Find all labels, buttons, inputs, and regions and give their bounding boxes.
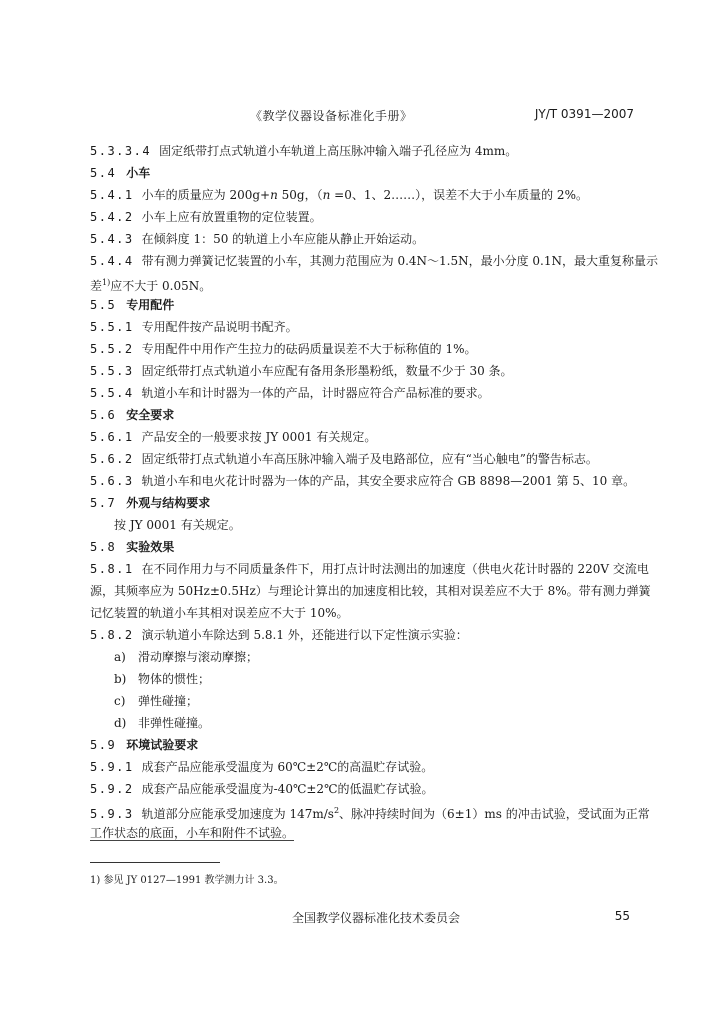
list-item	[90, 712, 638, 734]
section-number: 5.8	[90, 540, 117, 554]
section-5-7-heading	[90, 492, 638, 514]
clause-number: 5.4.4	[90, 254, 134, 268]
clause-number: 5.4.2	[90, 210, 134, 224]
clause-text: 轨道部分应能承受加速度为 147m/s	[141, 807, 334, 821]
section-number: 5.4	[90, 166, 117, 180]
clause-text: 差	[90, 279, 103, 293]
page-header	[90, 107, 634, 127]
list-item-label: c)	[114, 694, 126, 708]
section-title: 环境试验要求	[126, 738, 199, 752]
clause-5-6-1	[90, 426, 638, 448]
clause-text: 小车的质量应为 200g+	[141, 188, 271, 202]
list-item	[90, 690, 638, 712]
list-item	[90, 646, 638, 668]
list-item-text: 非弹性碰撞。	[138, 716, 211, 730]
clause-5-8-1	[90, 558, 649, 580]
clause-5-9-1	[90, 756, 638, 778]
clause-text: 记忆装置的轨道小车其相对误差应不大于 10%。	[90, 606, 349, 620]
clause-text: 固定纸带打点式轨道小车应配有备用条形墨粉纸，数量不少于 30 条。	[141, 364, 513, 378]
clause-number: 5.5.1	[90, 320, 134, 334]
clause-text: 工作状态的底面，小车和附件不试验。	[90, 826, 295, 840]
clause-text: 50g，（	[277, 188, 323, 202]
section-number: 5.7	[90, 496, 117, 510]
list-item-label: a)	[114, 650, 126, 664]
superscript: 2	[333, 806, 340, 815]
clause-5-5-3	[90, 360, 638, 382]
clause-number: 5.6.3	[90, 474, 134, 488]
clause-5-6-3	[90, 470, 638, 492]
committee-name: 全国教学仪器标准化技术委员会	[292, 911, 461, 925]
clause-number: 5.5.4	[90, 386, 134, 400]
section-title: 实验效果	[126, 540, 175, 554]
clause-number: 5.9.3	[90, 807, 134, 821]
clause-text: 带有测力弹簧记忆装置的小车，其测力范围应为 0.4N～1.5N，最小分度 0.1N，最大重复称量示	[141, 254, 659, 268]
clause-number: 5.5.2	[90, 342, 134, 356]
list-item	[90, 668, 638, 690]
clause-text: 固定纸带打点式轨道小车轨道上高压脉冲输入端子孔径应为 4mm。	[159, 144, 518, 158]
standard-code: JY/T 0391—2007	[534, 107, 634, 121]
clause-text: 成套产品应能承受温度为 60℃±2℃的高温贮存试验。	[141, 760, 434, 774]
variable-n: n	[270, 188, 278, 202]
clause-text: 按 JY 0001 有关规定。	[114, 518, 241, 532]
clause-5-9-3	[90, 800, 650, 822]
document-body	[90, 140, 659, 844]
clause-number: 5.4.3	[90, 232, 134, 246]
clause-5-7-body	[90, 514, 638, 536]
variable-n: n	[322, 188, 331, 202]
clause-5-5-1	[90, 316, 638, 338]
clause-text: 成套产品应能承受温度为-40℃±2℃的低温贮存试验。	[141, 782, 434, 796]
clause-number: 5.9.2	[90, 782, 134, 796]
clause-5-4-1	[90, 184, 638, 206]
section-5-5-heading	[90, 294, 638, 316]
clause-5-4-2	[90, 206, 638, 228]
clause-5-8-1-continued-2	[90, 602, 638, 624]
clause-5-4-4	[90, 250, 659, 272]
section-number: 5.5	[90, 298, 117, 312]
section-title: 外观与结构要求	[126, 496, 211, 510]
list-item-text: 滑动摩擦与滚动摩擦；	[138, 650, 259, 664]
page-number: 55	[614, 909, 630, 923]
list-item-text: 物体的惯性；	[138, 672, 211, 686]
clause-text: 应不大于 0.05N。	[110, 279, 212, 293]
clause-text: 演示轨道小车除达到 5.8.1 外，还能进行以下定性演示实验：	[141, 628, 468, 642]
clause-text: 专用配件按产品说明书配齐。	[141, 320, 298, 334]
clause-5-9-2	[90, 778, 638, 800]
book-title: 《教学仪器设备标准化手册》	[250, 109, 413, 123]
clause-text: 在倾斜度 1：50 的轨道上小车应能从静止开始运动。	[141, 232, 425, 246]
section-title: 安全要求	[126, 408, 175, 422]
section-title: 专用配件	[126, 298, 175, 312]
clause-text: 在不同作用力与不同质量条件下，用打点计时法测出的加速度（供电火花计时器的 220V 交流电	[141, 562, 649, 576]
section-5-8-heading	[90, 536, 638, 558]
clause-text: 小车上应有放置重物的定位装置。	[141, 210, 322, 224]
clause-number: 5.6.2	[90, 452, 134, 466]
clause-number: 5.5.3	[90, 364, 134, 378]
clause-5-3-3-4	[90, 140, 638, 162]
clause-text: 专用配件中用作产生拉力的砝码质量误差不大于标称值的 1%。	[141, 342, 477, 356]
list-item-label: b)	[114, 672, 127, 686]
clause-5-5-4	[90, 382, 638, 404]
clause-text: 、脉冲持续时间为（6±1）ms 的冲击试验，受试面为正常	[339, 807, 650, 821]
footnote-divider	[90, 862, 220, 863]
clause-number: 5.8.1	[90, 562, 134, 576]
clause-number: 5.3.3.4	[90, 144, 152, 158]
section-title: 小车	[126, 166, 151, 180]
footnote-marker: 1)	[102, 278, 111, 287]
section-5-9-heading	[90, 734, 638, 756]
clause-text: 轨道小车和计时器为一体的产品，计时器应符合产品标准的要求。	[141, 386, 490, 400]
clause-5-4-4-continued	[90, 272, 638, 294]
list-item-label: d)	[114, 716, 127, 730]
clause-5-4-3	[90, 228, 638, 250]
clause-text: 轨道小车和电火花计时器为一体的产品，其安全要求应符合 GB 8898—2001 第 5、10 章。	[141, 474, 636, 488]
section-5-4-heading	[90, 162, 638, 184]
clause-text: 源，其频率应为 50Hz±0.5Hz）与理论计算出的加速度相比较，其相对误差应不大于 8%。带有测力弹簧	[90, 584, 651, 598]
section-number: 5.6	[90, 408, 117, 422]
clause-5-8-1-continued-1	[90, 580, 651, 602]
list-item-text: 弹性碰撞；	[138, 694, 199, 708]
clause-text: =0、1、2……），误差不大于小车质量的 2%。	[330, 188, 588, 202]
footnote: 1) 参见 JY 0127—1991 教学测力计 3.3。	[90, 875, 284, 886]
clause-text: 固定纸带打点式轨道小车高压脉冲输入端子及电路部位，应有“当心触电”的警告标志。	[141, 452, 598, 466]
clause-5-8-2	[90, 624, 638, 646]
clause-5-5-2	[90, 338, 638, 360]
clause-text: 产品安全的一般要求按 JY 0001 有关规定。	[141, 430, 377, 444]
clause-5-6-2	[90, 448, 638, 470]
section-number: 5.9	[90, 738, 117, 752]
clause-number: 5.9.1	[90, 760, 134, 774]
clause-number: 5.4.1	[90, 188, 134, 202]
clause-number: 5.8.2	[90, 628, 134, 642]
clause-number: 5.6.1	[90, 430, 134, 444]
clause-5-9-3-continued	[90, 822, 638, 844]
section-5-6-heading	[90, 404, 638, 426]
